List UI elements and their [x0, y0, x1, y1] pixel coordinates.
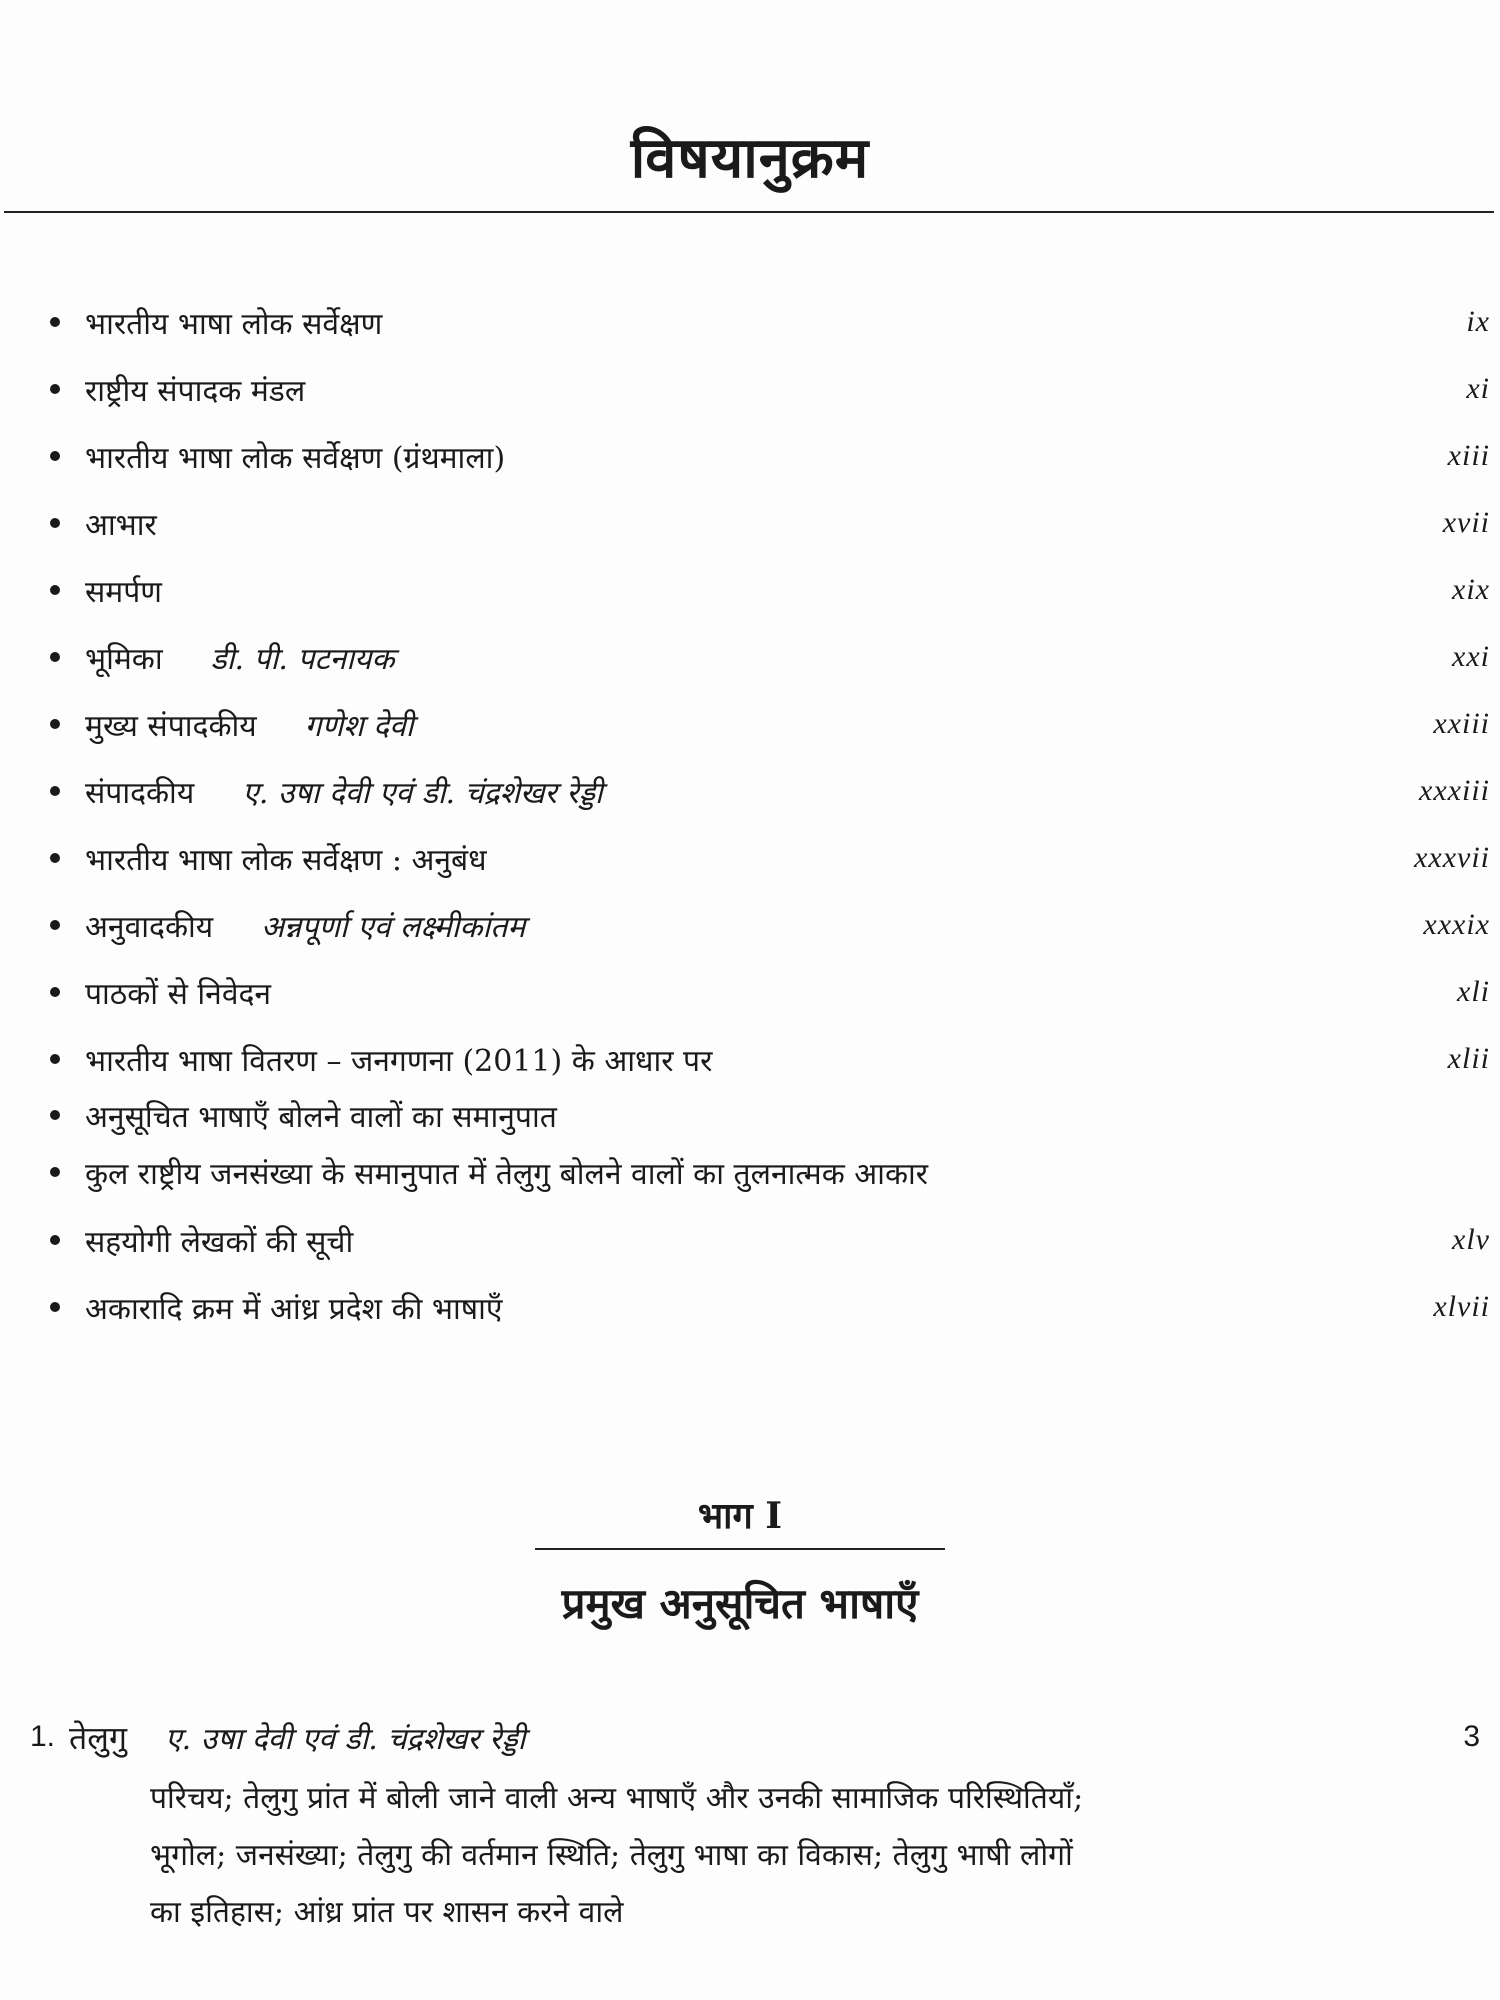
bullet-icon	[50, 451, 60, 461]
toc-item-page: xxiii	[1433, 707, 1490, 740]
toc-item-title: पाठकों से निवेदन	[85, 976, 272, 1012]
toc-item-author: ए. उषा देवी एवं डी. चंद्रशेखर रेड्डी	[242, 775, 603, 811]
toc-item-author: अन्नपूर्णा एवं लक्ष्मीकांतम	[261, 909, 526, 945]
toc-item[interactable]	[40, 1285, 1490, 1329]
chapter-number: 1.	[30, 1720, 56, 1753]
toc-item[interactable]	[40, 1037, 1490, 1081]
toc-item[interactable]	[40, 836, 1490, 880]
part-title: प्रमुख अनुसूचित भाषाएँ	[561, 1579, 919, 1628]
toc-item-page: ix	[1466, 305, 1490, 338]
toc-item-title: भारतीय भाषा लोक सर्वेक्षण (ग्रंथमाला)	[85, 440, 506, 476]
title-divider	[4, 211, 1494, 213]
toc-item-page: xxi	[1452, 640, 1490, 673]
toc-item-title: मुख्य संपादकीय	[85, 708, 257, 744]
toc-item-title: अनुवादकीय	[85, 909, 214, 945]
chapter-page: 3	[1463, 1720, 1480, 1753]
part-label: भाग I	[697, 1495, 783, 1537]
bullet-icon	[50, 719, 60, 729]
toc-item-page: xxxix	[1423, 908, 1490, 941]
bullet-icon	[50, 384, 60, 394]
bullet-icon	[50, 585, 60, 595]
toc-item-title: अनुसूचित भाषाएँ बोलने वालों का समानुपात	[85, 1099, 557, 1135]
toc-item-title: भारतीय भाषा वितरण – जनगणना (2011) के आधार पर	[85, 1043, 713, 1079]
bullet-icon	[50, 987, 60, 997]
toc-item[interactable]	[40, 635, 1490, 679]
toc-item-page: xi	[1466, 372, 1490, 405]
toc-item[interactable]	[40, 568, 1490, 612]
toc-item-title: आभार	[85, 507, 157, 543]
bullet-icon	[50, 853, 60, 863]
toc-item-title: भारतीय भाषा लोक सर्वेक्षण : अनुबंध	[85, 842, 487, 878]
toc-item-title: भूमिका	[85, 641, 163, 677]
toc-item-title: संपादकीय	[85, 775, 195, 811]
toc-item[interactable]	[40, 367, 1490, 411]
toc-item-title: भारतीय भाषा लोक सर्वेक्षण	[85, 306, 383, 342]
toc-item[interactable]	[40, 970, 1490, 1014]
toc-item-page: xvii	[1442, 506, 1490, 539]
chapter-entry[interactable]	[30, 1712, 1480, 1762]
toc-item-page: xix	[1452, 573, 1490, 606]
toc-item-title: अकारादि क्रम में आंध्र प्रदेश की भाषाएँ	[85, 1291, 503, 1327]
toc-item-page: xlv	[1452, 1223, 1490, 1256]
toc-item-author: डी. पी. पटनायक	[210, 641, 395, 677]
part-divider	[535, 1548, 945, 1550]
toc-item-page: xlvii	[1433, 1290, 1490, 1323]
toc-item[interactable]	[40, 300, 1490, 344]
toc-item[interactable]	[40, 501, 1490, 545]
bullet-icon	[50, 1054, 60, 1064]
toc-item[interactable]	[40, 903, 1490, 947]
toc-item[interactable]	[40, 1093, 1490, 1137]
toc-item[interactable]	[40, 769, 1490, 813]
toc-item-author: गणेश देवी	[304, 708, 414, 744]
toc-item-title: कुल राष्ट्रीय जनसंख्या के समानुपात में तेलुगु बोलने वालों का तुलनात्मक आकार	[85, 1156, 929, 1192]
toc-item[interactable]	[40, 434, 1490, 478]
chapter-author: ए. उषा देवी एवं डी. चंद्रशेखर रेड्डी	[164, 1721, 526, 1757]
toc-item-page: xlii	[1447, 1042, 1490, 1075]
toc-item-title: सहयोगी लेखकों की सूची	[85, 1224, 354, 1260]
toc-item[interactable]	[40, 702, 1490, 746]
chapter-description: परिचय; तेलुगु प्रांत में बोली जाने वाली अन्य भाषाएँ और उनकी सामाजिक परिस्थितियाँ; भूगोल; जनसंख्या; तेलुगु की वर्तमान स्थिति; तेलुगु भाषा का विकास; तेलुगु भाषी लोगों का इतिहास; आंध्र प्रांत पर शासन करने वाले	[150, 1781, 1084, 1930]
page-title: विषयानुक्रम	[630, 125, 870, 191]
bullet-icon	[50, 1110, 60, 1120]
bullet-icon	[50, 1167, 60, 1177]
bullet-icon	[50, 317, 60, 327]
toc-item-page: xxxiii	[1419, 774, 1490, 807]
toc-item[interactable]	[40, 1218, 1490, 1262]
bullet-icon	[50, 920, 60, 930]
toc-item-title: राष्ट्रीय संपादक मंडल	[85, 373, 306, 409]
toc-item-title: समर्पण	[85, 574, 162, 610]
toc-item-page: xli	[1457, 975, 1490, 1008]
chapter-title: तेलुगु	[69, 1718, 127, 1757]
bullet-icon	[50, 652, 60, 662]
toc-item-page: xxxvii	[1414, 841, 1490, 874]
toc-item[interactable]	[40, 1150, 1490, 1194]
toc-item-page: xiii	[1447, 439, 1490, 472]
bullet-icon	[50, 1235, 60, 1245]
bullet-icon	[50, 518, 60, 528]
bullet-icon	[50, 786, 60, 796]
bullet-icon	[50, 1302, 60, 1312]
